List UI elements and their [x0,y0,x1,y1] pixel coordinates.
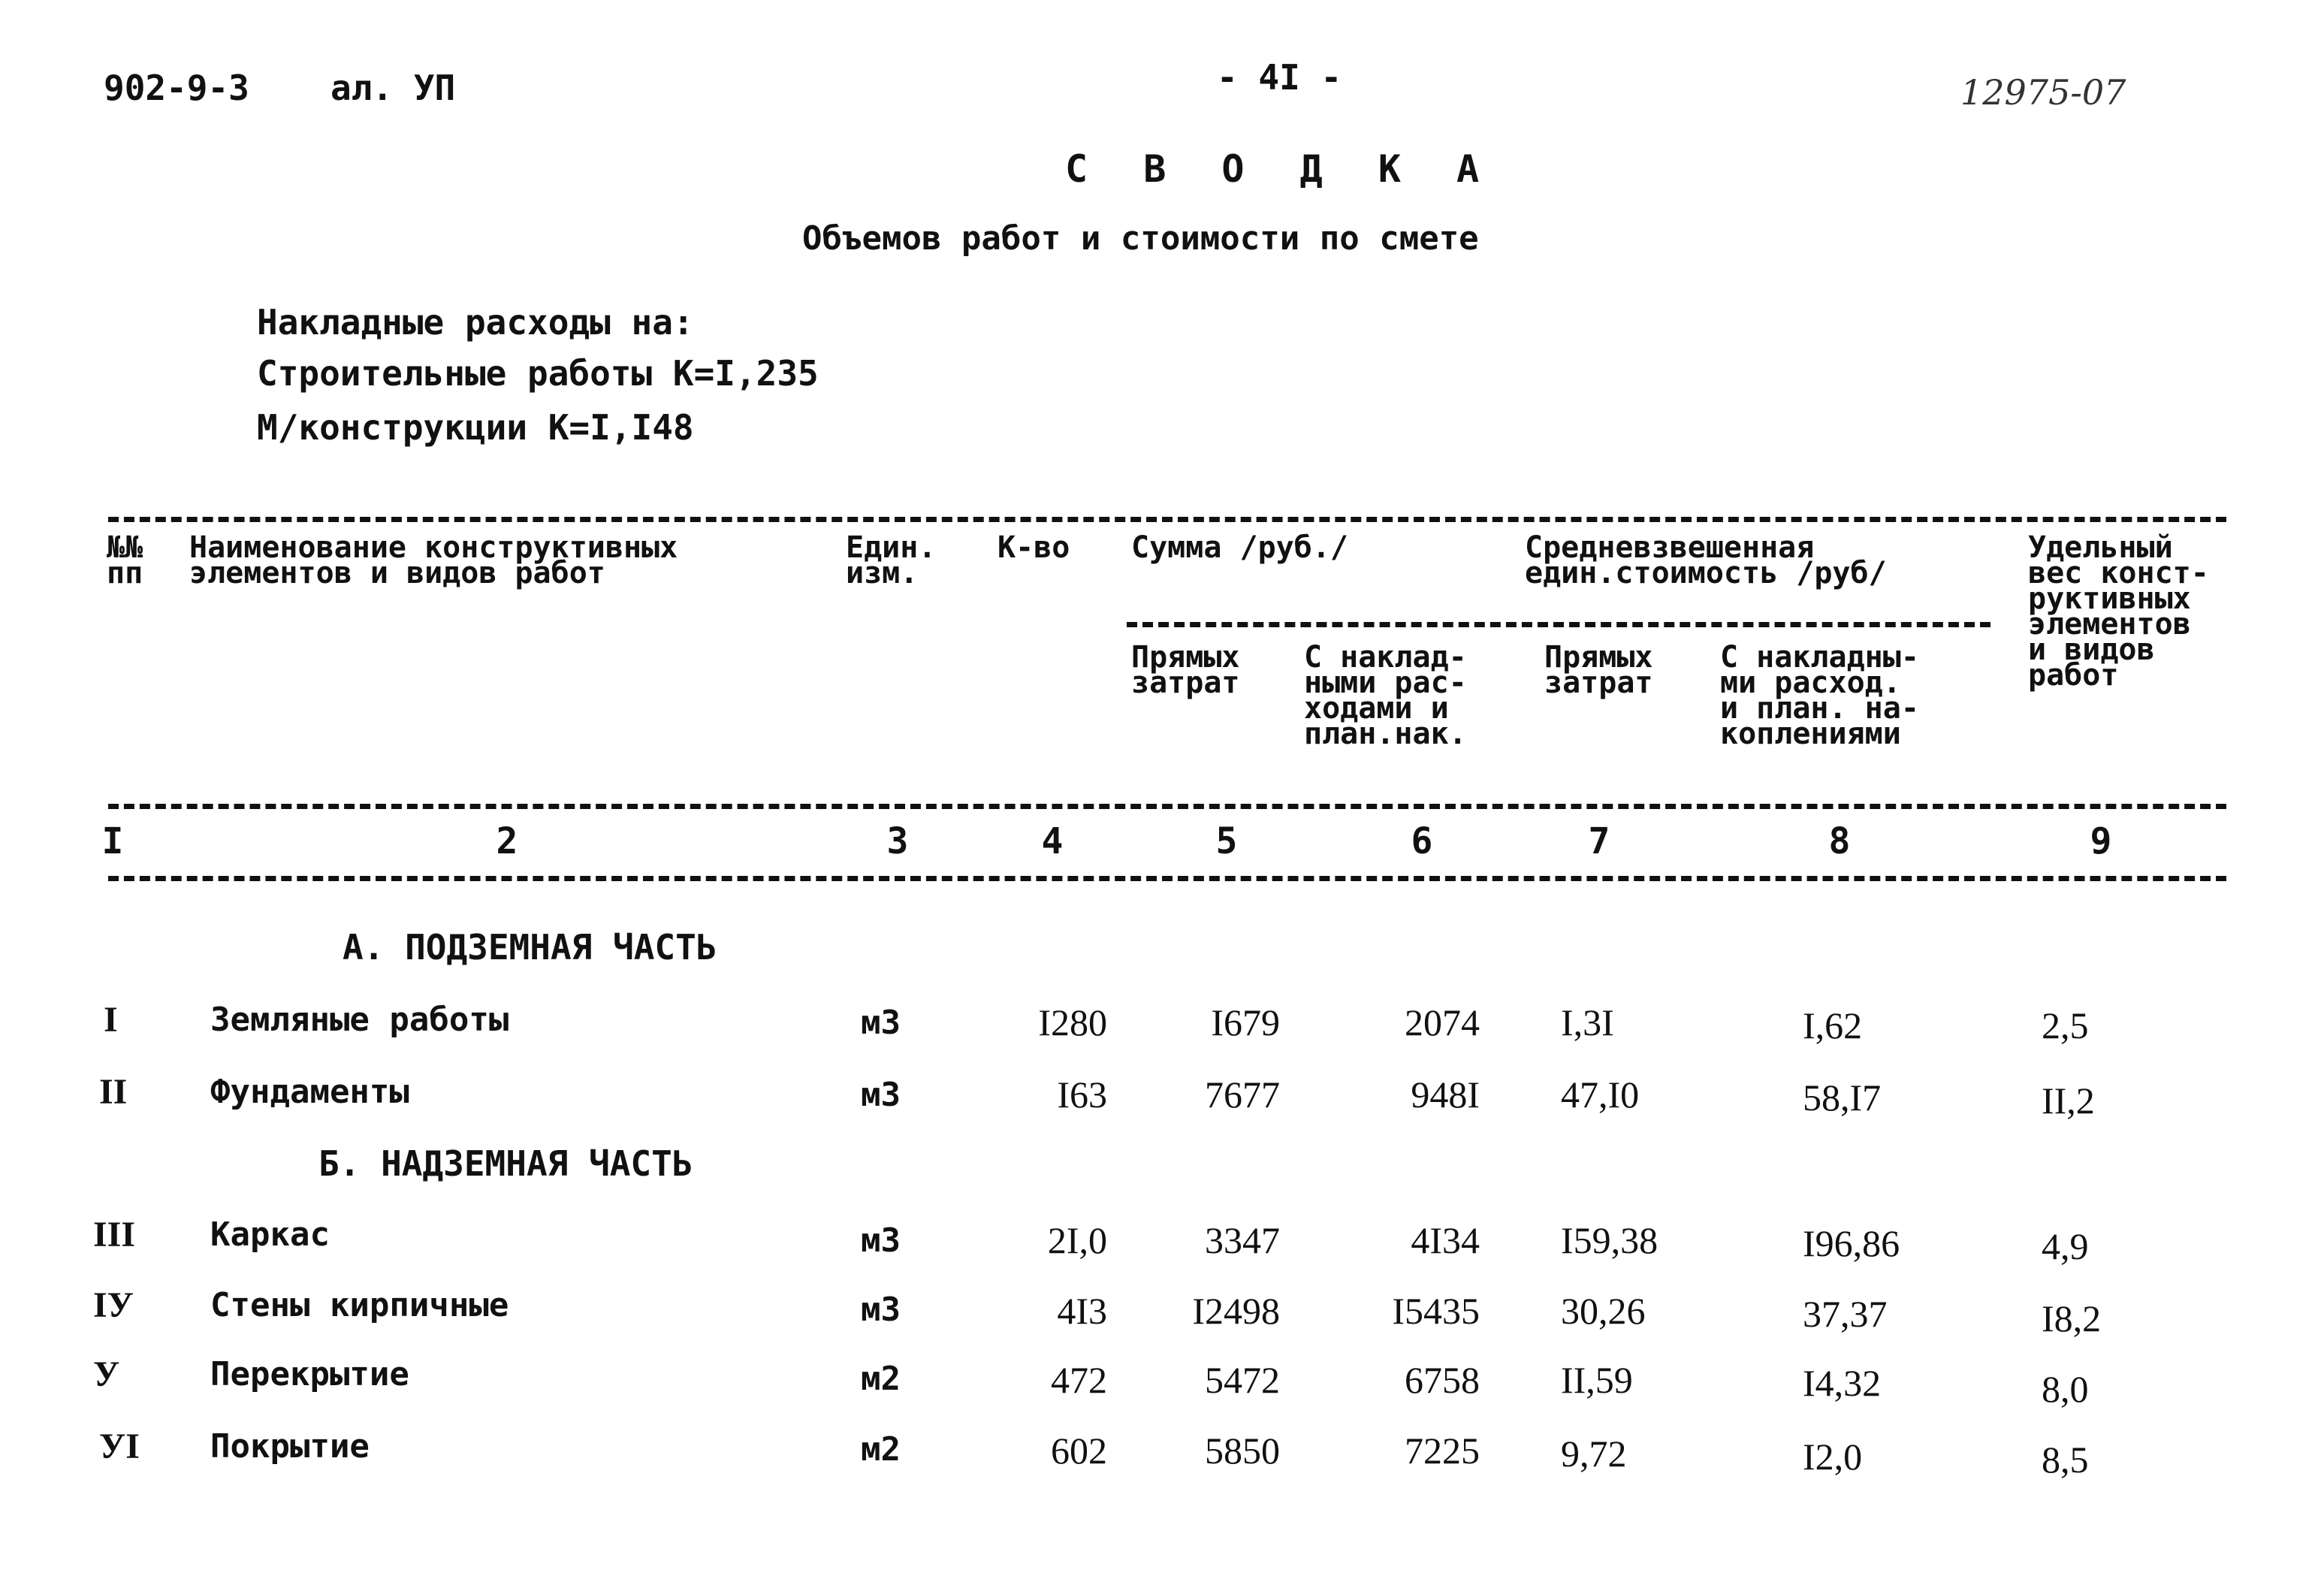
row-qty: 602 [1051,1430,1107,1472]
row-name: Перекрытие [210,1355,409,1393]
column-number-6: 6 [1411,820,1433,862]
row-avg-direct: 9,72 [1561,1433,1627,1475]
header-sum-direct: Прямых затрат [1131,640,1240,700]
header-sum-overhead: С наклад- ными рас- ходами и план.нак. [1304,640,1467,751]
document-title: С В О Д К А [1065,147,1496,191]
document-subtitle: Объемов работ и стоимости по смете [802,219,1479,258]
row-name: Фундаменты [210,1073,409,1111]
row-unit: м3 [861,1076,901,1114]
column-number-7: 7 [1588,820,1610,862]
table-top-rule [108,517,2226,522]
row-avg-direct: 47,I0 [1561,1073,1640,1116]
album-label: ал. УП [330,68,456,108]
header-share: Удельный вес конст- руктивных элементов и видов работ [2028,530,2209,693]
row-number: У [93,1354,120,1394]
row-qty: 2I,0 [1047,1219,1107,1261]
row-sum-overhead: 7225 [1405,1430,1480,1472]
page-number: - 4I - [1217,57,1342,98]
header-sum-group: Сумма /руб./ [1131,530,1348,565]
column-number-1: I [101,820,124,862]
row-avg-direct: 30,26 [1561,1290,1646,1332]
header-avg-overhead: С накладны- ми расход. и план. на- коплениями [1720,640,1919,751]
row-number: IУ [93,1285,134,1325]
row-unit: м3 [861,1221,901,1260]
column-numbers-rule [108,876,2226,881]
row-avg-overhead: 37,37 [1803,1293,1888,1335]
row-sum-overhead: 4I34 [1411,1219,1480,1261]
row-qty: 472 [1051,1359,1107,1401]
row-number: УI [99,1427,140,1466]
row-sum-direct: 5850 [1205,1430,1280,1472]
column-number-9: 9 [2090,820,2112,862]
header-num: №№ пп [107,530,143,590]
header-name: Наименование конструктивных элементов и видов работ [189,530,678,590]
header-unit: Един. изм. [846,530,937,590]
row-sum-direct: 7677 [1205,1073,1280,1116]
row-share: 2,5 [2042,1004,2089,1046]
section-heading-underground: А. ПОДЗЕМНАЯ ЧАСТЬ [343,927,717,968]
row-number: I [104,1000,118,1040]
header-avg-group: Средневзвешенная един.стоимость /руб/ [1525,530,1887,590]
row-number: III [93,1215,136,1254]
column-number-5: 5 [1215,820,1238,862]
row-sum-direct: I679 [1211,1001,1280,1043]
document-code: 902-9-3 [104,68,249,108]
row-avg-overhead: 58,I7 [1803,1076,1882,1119]
row-sum-direct: 3347 [1205,1219,1280,1261]
row-avg-direct: I59,38 [1561,1219,1658,1261]
inventory-number: 12975-07 [1960,72,2126,113]
row-avg-overhead: I,62 [1803,1004,1863,1046]
overheads-metal: М/конструкции К=I,I48 [257,407,694,448]
overheads-heading: Накладные расходы на: [257,302,694,343]
column-number-4: 4 [1041,820,1064,862]
overheads-construction: Строительные работы К=I,235 [257,353,819,394]
section-heading-aboveground: Б. НАДЗЕМНАЯ ЧАСТЬ [318,1143,693,1184]
row-share: 8,5 [2042,1439,2089,1481]
row-qty: I63 [1057,1073,1107,1116]
row-unit: м3 [861,1291,901,1329]
row-qty: 4I3 [1057,1290,1107,1332]
subheader-rule [1127,622,1990,627]
column-number-3: 3 [886,820,909,862]
row-sum-direct: 5472 [1205,1359,1280,1401]
header-qty: К-во [998,530,1070,565]
row-sum-overhead: 6758 [1405,1359,1480,1401]
row-unit: м2 [861,1360,901,1398]
column-number-2: 2 [496,820,518,862]
row-share: 8,0 [2042,1368,2089,1410]
row-unit: м2 [861,1430,901,1469]
row-sum-overhead: I5435 [1392,1290,1480,1332]
row-avg-direct: II,59 [1561,1359,1633,1401]
row-avg-overhead: I4,32 [1803,1362,1882,1404]
column-number-8: 8 [1828,820,1851,862]
row-avg-overhead: I2,0 [1803,1436,1863,1478]
row-sum-overhead: 948I [1411,1073,1480,1116]
row-sum-direct: I2498 [1192,1290,1280,1332]
row-name: Покрытие [210,1427,370,1466]
header-bottom-rule [108,804,2226,809]
row-name: Стены кирпичные [210,1286,509,1324]
row-qty: I280 [1038,1001,1107,1043]
row-share: I8,2 [2042,1297,2102,1339]
row-share: 4,9 [2042,1225,2089,1267]
row-avg-direct: I,3I [1561,1001,1614,1043]
row-sum-overhead: 2074 [1405,1001,1480,1043]
header-avg-direct: Прямых затрат [1544,640,1653,700]
row-name: Каркас [210,1215,330,1254]
row-share: II,2 [2042,1079,2095,1122]
row-unit: м3 [861,1004,901,1042]
row-avg-overhead: I96,86 [1803,1222,1900,1264]
row-name: Земляные работы [210,1001,509,1039]
row-number: II [99,1072,128,1112]
